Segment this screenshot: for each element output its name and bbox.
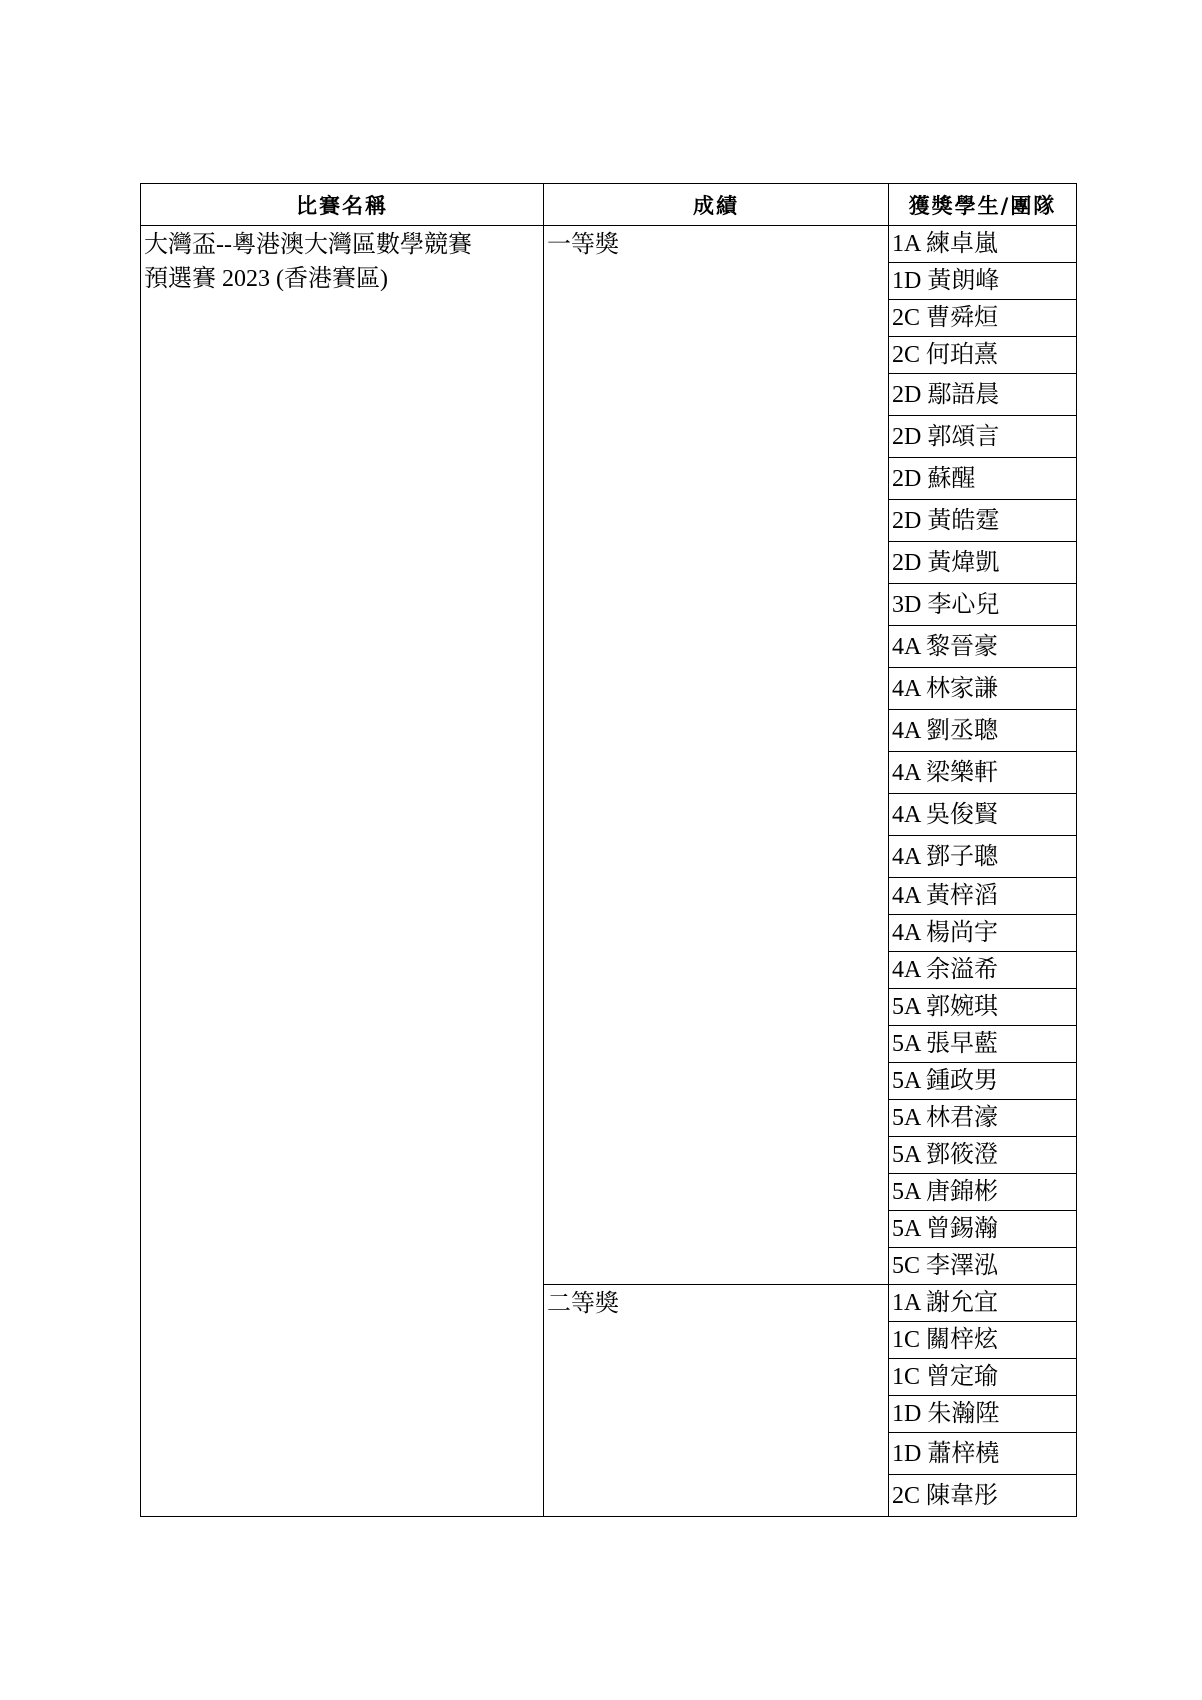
student-cell: 4A 劉丞聰: [889, 710, 1077, 752]
student-cell: 4A 鄧子聰: [889, 836, 1077, 878]
student-cell: 4A 余溢希: [889, 952, 1077, 989]
student-cell: 4A 黎晉豪: [889, 626, 1077, 668]
student-cell: 3D 李心兒: [889, 584, 1077, 626]
student-cell: 2C 何珀熹: [889, 337, 1077, 374]
student-cell: 5A 林君濠: [889, 1100, 1077, 1137]
student-cell: 5A 張早藍: [889, 1026, 1077, 1063]
student-cell: 1D 朱瀚陞: [889, 1396, 1077, 1433]
student-cell: 2C 曹舜烜: [889, 300, 1077, 337]
student-cell: 1A 練卓嵐: [889, 226, 1077, 263]
student-cell: 2D 蘇醒: [889, 458, 1077, 500]
student-cell: 5A 曾錫瀚: [889, 1211, 1077, 1248]
awards-table: [140, 183, 1077, 1517]
student-cell: 1D 蕭梓橈: [889, 1433, 1077, 1475]
competition-name-line1: 大灣盃--粵港澳大灣區數學競賽: [144, 232, 472, 258]
student-cell: 1D 黃朗峰: [889, 263, 1077, 300]
student-cell: 5A 鍾政男: [889, 1063, 1077, 1100]
student-cell: 4A 梁樂軒: [889, 752, 1077, 794]
student-cell: 2D 郭頌言: [889, 416, 1077, 458]
award-first-prize: 一等獎: [544, 226, 889, 1285]
student-cell: 5C 李澤泓: [889, 1248, 1077, 1285]
header-competition: 比賽名稱: [141, 184, 544, 226]
student-cell: 5A 郭婉琪: [889, 989, 1077, 1026]
student-cell: 4A 吳俊賢: [889, 794, 1077, 836]
student-cell: 2C 陳韋彤: [889, 1475, 1077, 1517]
student-cell: 5A 唐錦彬: [889, 1174, 1077, 1211]
header-row: [141, 184, 1077, 226]
table-row: [141, 226, 1077, 263]
student-cell: 2D 黃皓霆: [889, 500, 1077, 542]
student-cell: 5A 鄧筱澄: [889, 1137, 1077, 1174]
award-second-prize: 二等獎: [544, 1285, 889, 1517]
awards-table-container: [140, 183, 1076, 1517]
header-students: 獲獎學生/團隊: [889, 184, 1077, 226]
competition-cell: [141, 226, 544, 1517]
competition-name-line2: 預選賽 2023 (香港賽區): [144, 266, 388, 292]
header-result: 成績: [544, 184, 889, 226]
student-cell: 4A 楊尚宇: [889, 915, 1077, 952]
student-cell: 2D 鄢語晨: [889, 374, 1077, 416]
student-cell: 1C 曾定瑜: [889, 1359, 1077, 1396]
student-cell: 1A 謝允宜: [889, 1285, 1077, 1322]
student-cell: 4A 林家謙: [889, 668, 1077, 710]
student-cell: 4A 黃梓滔: [889, 878, 1077, 915]
student-cell: 1C 關梓炫: [889, 1322, 1077, 1359]
student-cell: 2D 黃煒凱: [889, 542, 1077, 584]
table-body: [141, 226, 1077, 1517]
